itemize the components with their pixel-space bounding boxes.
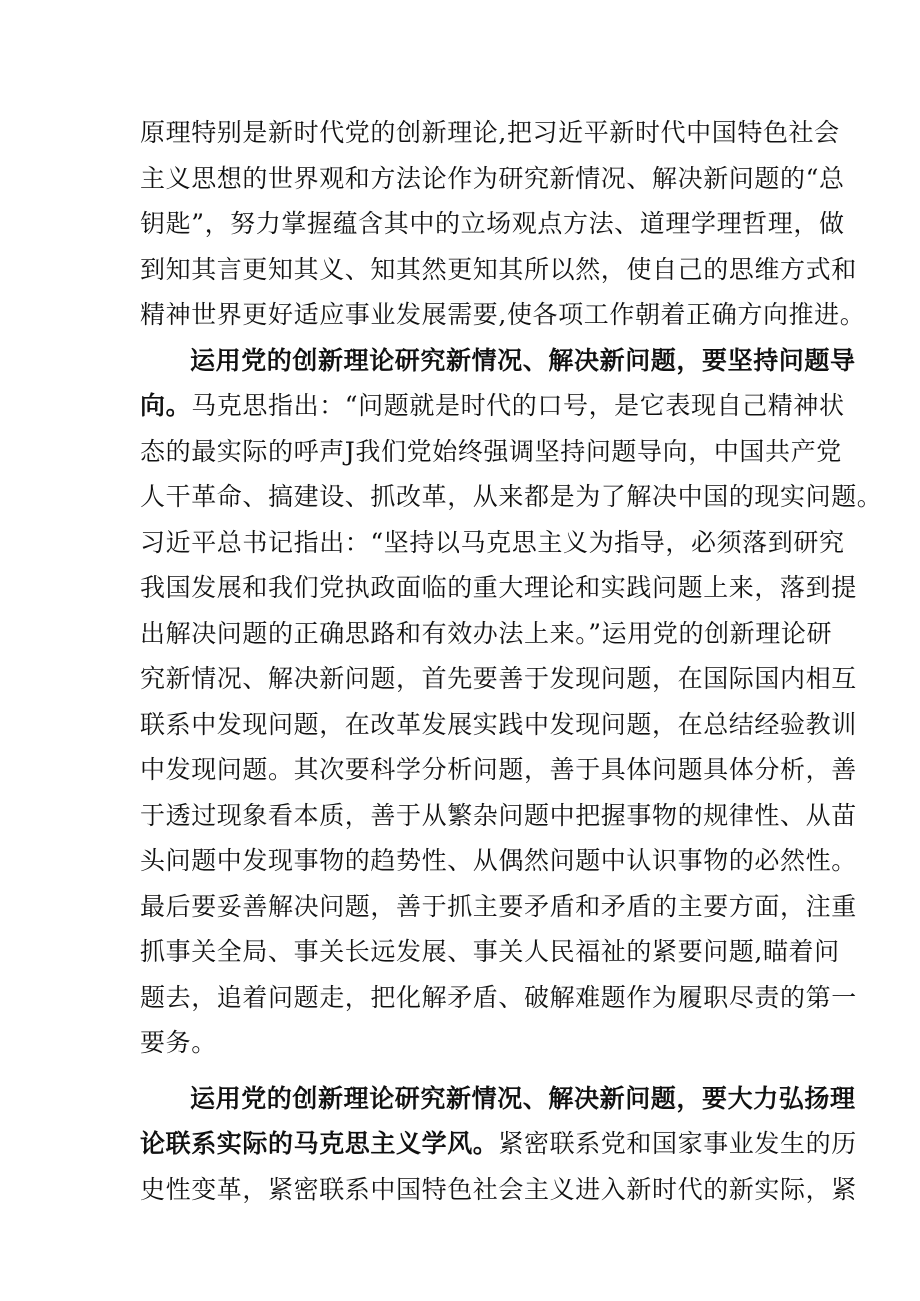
text-line: 精神世界更好适应事业发展需要,使各项工作朝着正确方向推进。 xyxy=(140,300,866,329)
paragraph-heading-line: 运用党的创新理论研究新情况、解决新问题，要大力弘扬理 xyxy=(190,1083,856,1113)
text-line: 人干革命、搞建设、抓改革，从来都是为了解决中国的现实问题。 xyxy=(140,482,883,511)
text-line: 头问题中发现事物的趋势性、从偶然问题中认识事物的必然性。 xyxy=(140,846,857,875)
paragraph xyxy=(140,1076,857,1213)
text-line xyxy=(140,1121,857,1167)
document-body xyxy=(140,110,883,1212)
text-line: 最后要妥善解决问题，善于抓主要矛盾和矛盾的主要方面，注重 xyxy=(140,891,857,921)
paragraph-heading-line: 运用党的创新理论研究新情况、解决新问题，要坚持问题导 xyxy=(190,345,856,375)
text-line: 史性变革，紧密联系中国特色社会主义进入新时代的新实际，紧 xyxy=(140,1174,857,1204)
text-line: 主义思想的世界观和方法论作为研究新情况、解决新问题的“总 xyxy=(140,163,845,193)
paragraph-heading-end: 论联系实际的马克思主义学风。 xyxy=(140,1129,499,1158)
text-line: 抓事关全局、事关长远发展、事关人民福祉的紧要问题,瞄着问 xyxy=(140,937,840,966)
text-line: 要务。 xyxy=(140,1028,217,1057)
text-segment: 紧密联系党和国家事业发生的历 xyxy=(498,1129,857,1158)
text-line: 联系中发现问题，在改革发展实践中发现问题，在总结经验教训 xyxy=(140,709,857,739)
text-line: 中发现问题。其次要科学分析问题，善于具体问题具体分析，善 xyxy=(140,755,857,784)
text-line: 于透过现象看本质，善于从繁杂问题中把握事物的规律性、从苗 xyxy=(140,800,857,830)
text-line: 钥匙”，努力掌握蕴含其中的立场观点方法、道理学理哲理，做 xyxy=(140,209,845,238)
text-segment: 马克思指出：“问题就是时代的口号，是它表现自己精神状 xyxy=(191,391,845,420)
text-line: 原理特别是新时代党的创新理论,把习近平新时代中国特色社会 xyxy=(140,118,840,147)
text-line: 态的最实际的呼声J我们党始终强调坚持问题导向，中国共产党 xyxy=(140,436,842,466)
text-line: 出解决问题的正确思路和有效办法上来。”运用党的创新理论研 xyxy=(140,618,833,648)
paragraph-heading-end: 向。 xyxy=(140,391,192,420)
text-line: 到知其言更知其义、知其然更知其所以然，使自己的思维方式和 xyxy=(140,254,857,284)
text-line xyxy=(140,383,845,429)
paragraph xyxy=(140,338,883,1066)
text-line: 我国发展和我们党执政面临的重大理论和实践问题上来，落到提 xyxy=(140,573,857,602)
text-line: 题去，追着问题走，把化解矛盾、破解难题作为履职尽责的第一 xyxy=(140,982,857,1012)
text-line: 习近平总书记指出：“坚持以马克思主义为指导，必须落到研究 xyxy=(140,527,845,557)
text-line: 究新情况、解决新问题，首先要善于发现问题，在国际国内相互 xyxy=(140,664,857,693)
paragraph xyxy=(140,110,866,338)
